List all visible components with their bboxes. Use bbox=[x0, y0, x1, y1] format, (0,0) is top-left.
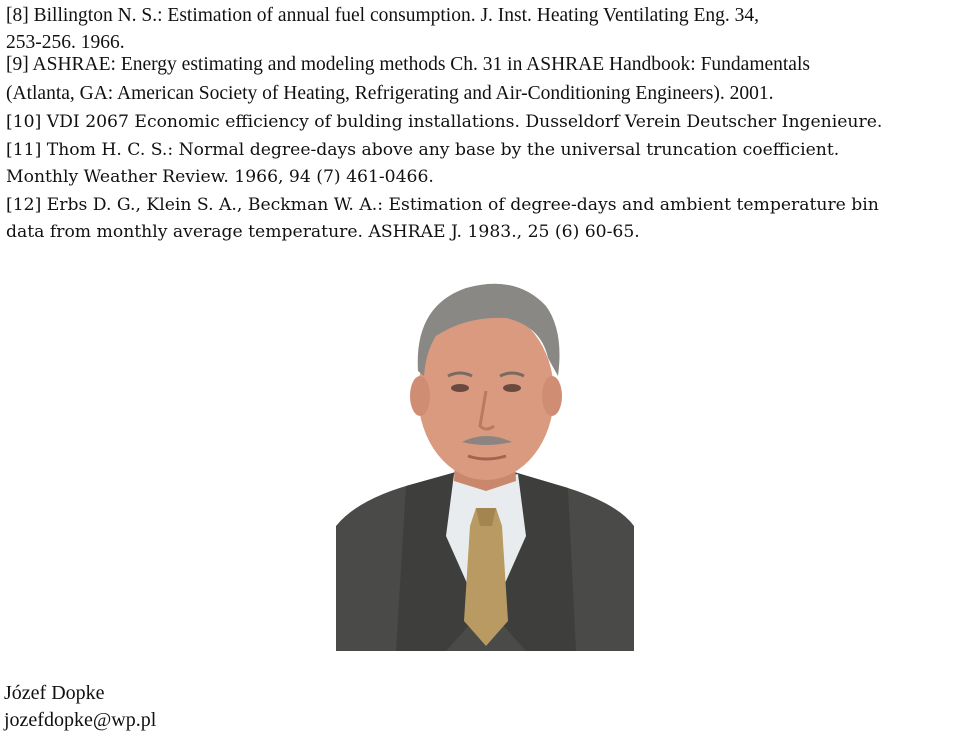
portrait-tie bbox=[464, 508, 508, 646]
reference-line-11-part-2: Monthly Weather Review. 1966, 94 (7) 461-0466. bbox=[6, 167, 434, 187]
portrait-illustration bbox=[336, 276, 634, 651]
reference-line-8-part-1: [8] Billington N. S.: Estimation of annual fuel consumption. J. Inst. Heating Ventilating Eng. 34, bbox=[6, 5, 760, 26]
reference-line-9-part-1: [9] ASHRAE: Energy estimating and modeling methods Ch. 31 in ASHRAE Handbook: Fundamentals bbox=[6, 54, 810, 75]
reference-line-9-part-2: (Atlanta, GA: American Society of Heating, Refrigerating and Air-Conditioning Engineers). 2001. bbox=[6, 83, 774, 104]
author-portrait bbox=[336, 276, 634, 651]
reference-line-10: [10] VDI 2067 Economic efficiency of bulding installations. Dusseldorf Verein Deutscher Ingenieure. bbox=[6, 112, 883, 132]
reference-line-12-part-1: [12] Erbs D. G., Klein S. A., Beckman W. A.: Estimation of degree-days and ambient temperature bin bbox=[6, 195, 879, 215]
author-name: Józef Dopke bbox=[4, 682, 105, 704]
reference-line-11-part-1: [11] Thom H. C. S.: Normal degree-days above any base by the universal truncation coefficient. bbox=[6, 140, 840, 160]
reference-line-12-part-2: data from monthly average temperature. ASHRAE J. 1983., 25 (6) 60-65. bbox=[6, 222, 640, 242]
portrait-eye-right bbox=[503, 384, 521, 392]
reference-line-8-part-2: 253-256. 1966. bbox=[6, 32, 125, 53]
author-email[interactable]: jozefdopke@wp.pl bbox=[4, 709, 157, 731]
portrait-ear-left bbox=[410, 376, 430, 416]
portrait-eye-left bbox=[451, 384, 469, 392]
portrait-ear-right bbox=[542, 376, 562, 416]
